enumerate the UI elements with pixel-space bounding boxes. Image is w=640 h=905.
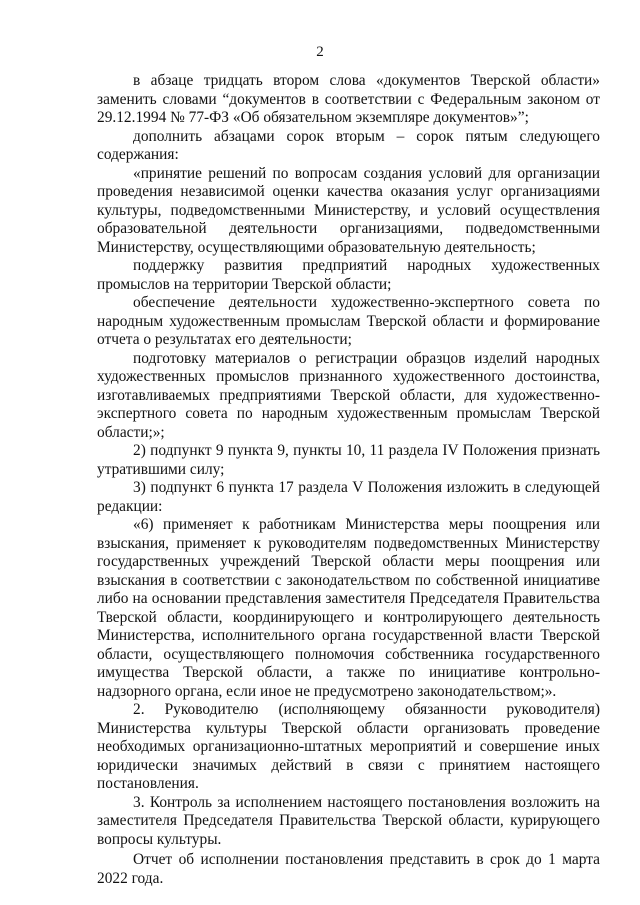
page-number: 2 — [316, 44, 324, 60]
paragraph-1: в абзаце тридцать втором слова «документов Тверской области» заменить словами “документов в соответствии с Федеральным законом от 29.12.1994 № 77-ФЗ «Об обязательном экземпляре документов»”; — [97, 72, 600, 126]
paragraph-7: 2) подпункт 9 пункта 9, пункты 10, 11 раздела IV Положения признать утратившими силу; — [97, 442, 600, 478]
paragraph-10: 2. Руководителю (исполняющему обязанности руководителя) Министерства культуры Тверской области организовать проведение необходимых организационно-штатных мероприятий и совершение иных юридически значимых действий в связи с принятием настоящего постановления. — [97, 701, 600, 792]
paragraph-8: 3) подпункт 6 пункта 17 раздела V Положения изложить в следующей редакции: — [97, 479, 600, 515]
paragraph-5: обеспечение деятельности художественно-экспертного совета по народным художественным промыслам Тверской области и формирование отчета о результатах его деятельности; — [97, 294, 600, 348]
document-body — [97, 72, 600, 888]
paragraph-9: «6) применяет к работникам Министерства меры поощрения или взыскания, применяет к руководителям подведомственных Министерству государственных учреждений Тверской области меры поощрения или взыскания в соответствии с законодательством по собственной инициативе либо на основании представления заместителя Председателя Правительства Тверской области, координирующего и контролирующего деятельность Министерства, исполнительного органа государственной власти Тверской области, осуществляющего полномочия собственника государственного имущества Тверской области, а также по инициативе контрольно-надзорного органа, если иное не предусмотрено законодательством;». — [97, 516, 600, 700]
paragraph-4: поддержку развития предприятий народных художественных промыслов на территории Тверской области; — [97, 257, 600, 293]
paragraph-6: подготовку материалов о регистрации образцов изделий народных художественных промыслов признанного художественного достоинства, изготавливаемых предприятиями Тверской области, для художественно-экспертного совета по народным художественным промыслам Тверской области;»; — [97, 349, 600, 441]
paragraph-11: 3. Контроль за исполнением настоящего постановления возложить на заместителя Председателя Правительства Тверской области, курирующего вопросы культуры. — [97, 793, 600, 848]
paragraph-2: дополнить абзацами сорок вторым – сорок пятым следующего содержания: — [97, 127, 600, 163]
paragraph-3: «принятие решений по вопросам создания условий для организации проведения независимой оценки качества оказания услуг организациями культуры, подведомственными Министерству, и условий осуществления образовательной деятельности организациями, подведомственными Министерству, осуществляющими образовательную деятельность; — [97, 164, 600, 256]
paragraph-12: Отчет об исполнении постановления представить в срок до 1 марта 2022 года. — [97, 851, 600, 887]
